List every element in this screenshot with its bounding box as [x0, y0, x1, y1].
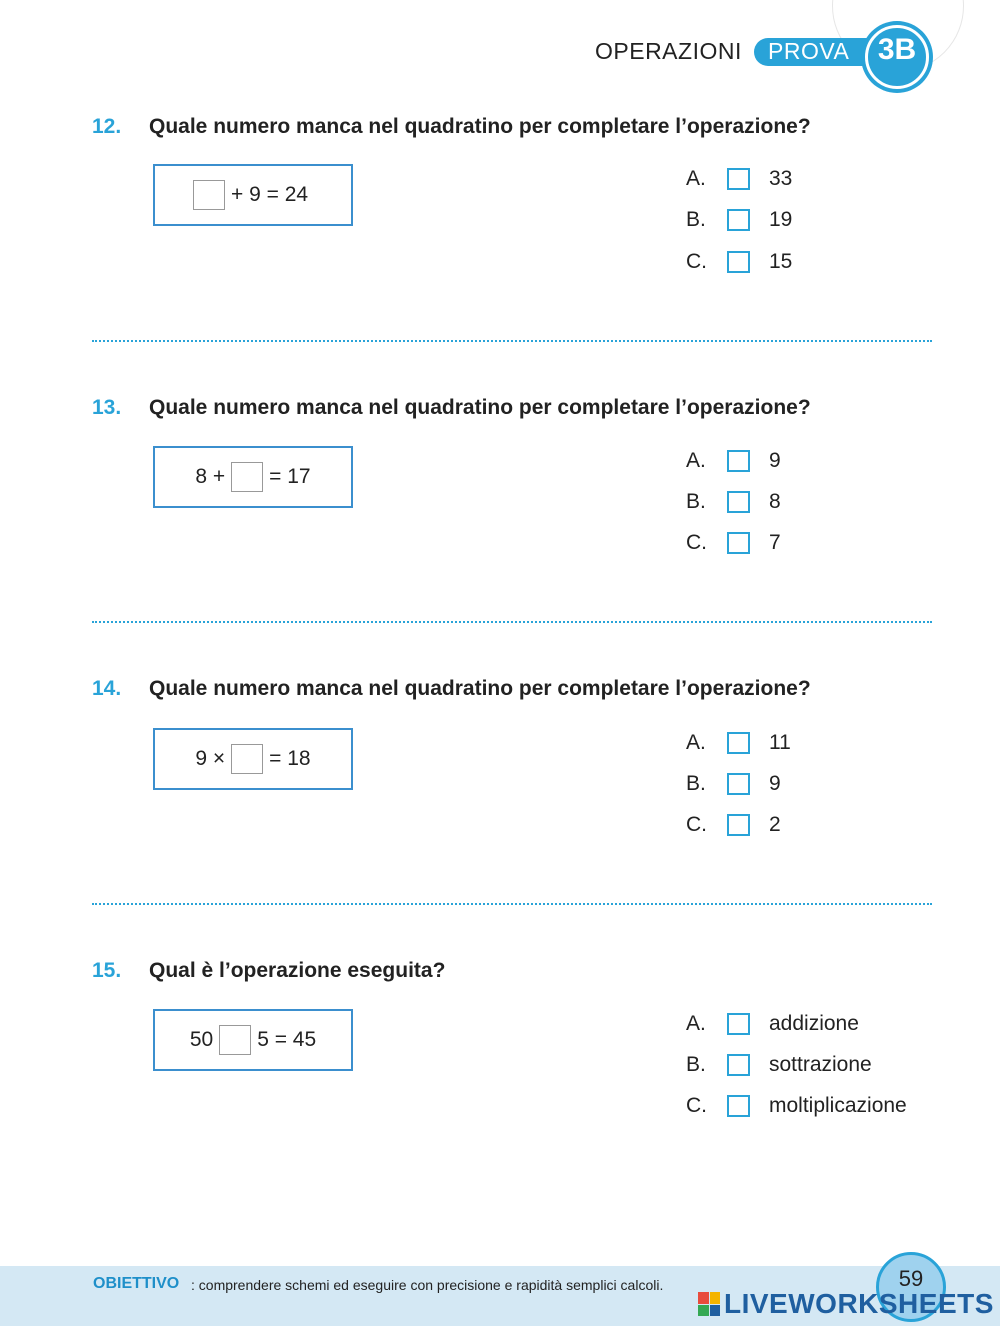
option-checkbox[interactable] [727, 168, 750, 190]
prova-label: PROVA [768, 38, 850, 64]
test-code: 3B [877, 33, 917, 66]
option-letter: C. [686, 531, 707, 554]
option-checkbox[interactable] [727, 1013, 750, 1035]
option-letter: C. [686, 813, 707, 836]
option-checkbox[interactable] [727, 491, 750, 513]
option-text: 7 [769, 531, 781, 554]
option-letter: C. [686, 250, 707, 273]
page-number: 59 [898, 1266, 924, 1291]
operation-box [153, 446, 353, 508]
question-text: Quale numero manca nel quadratino per completare l’operazione? [149, 396, 811, 419]
answer-blank[interactable] [231, 744, 263, 774]
option-checkbox[interactable] [727, 773, 750, 795]
operation-box [153, 164, 353, 226]
option-checkbox[interactable] [727, 209, 750, 231]
question-number: 15. [92, 959, 122, 982]
option-checkbox[interactable] [727, 251, 750, 273]
dotted-separator [92, 340, 932, 342]
dotted-separator [92, 621, 932, 623]
question-number: 13. [92, 396, 122, 419]
option-letter: A. [686, 731, 706, 754]
option-checkbox[interactable] [727, 1095, 750, 1117]
equation-before: 50 [189, 1028, 214, 1051]
answer-blank[interactable] [231, 462, 263, 492]
operation-box [153, 1009, 353, 1071]
question-text: Quale numero manca nel quadratino per completare l’operazione? [149, 115, 811, 138]
option-letter: A. [686, 449, 706, 472]
option-letter: B. [686, 490, 706, 513]
option-letter: C. [686, 1094, 707, 1117]
question-number: 14. [92, 677, 122, 700]
option-text: 33 [769, 167, 793, 190]
option-checkbox[interactable] [727, 450, 750, 472]
option-text: 11 [769, 731, 791, 754]
option-letter: A. [686, 1012, 706, 1035]
option-text: 9 [769, 449, 781, 472]
equation-after: = 17 [269, 465, 311, 488]
liveworksheets-brand[interactable]: LIVEWORKSHEETS [724, 1288, 994, 1319]
option-checkbox[interactable] [727, 532, 750, 554]
option-text: sottrazione [769, 1053, 872, 1076]
equation-before: 8 + [195, 465, 226, 488]
option-text: 19 [769, 208, 793, 231]
option-text: addizione [769, 1012, 859, 1035]
dotted-separator [92, 903, 932, 905]
question-number: 12. [92, 115, 122, 138]
option-text: 2 [769, 813, 781, 836]
option-text: 9 [769, 772, 781, 795]
equation-after: 5 = 45 [257, 1028, 317, 1051]
option-checkbox[interactable] [727, 732, 750, 754]
option-text: 8 [769, 490, 781, 513]
equation-before: 9 × [195, 747, 226, 770]
option-letter: A. [686, 167, 706, 190]
objective-text: : comprendere schemi ed eseguire con precisione e rapidità semplici calcoli. [191, 1277, 664, 1293]
option-checkbox[interactable] [727, 1054, 750, 1076]
equation-after: + 9 = 24 [231, 183, 309, 206]
option-checkbox[interactable] [727, 814, 750, 836]
option-letter: B. [686, 772, 706, 795]
equation-after: = 18 [269, 747, 311, 770]
question-text: Quale numero manca nel quadratino per completare l’operazione? [149, 677, 811, 700]
liveworksheets-logo-icon [698, 1292, 720, 1316]
option-text: 15 [769, 250, 793, 273]
option-text: moltiplicazione [769, 1094, 907, 1117]
option-letter: B. [686, 208, 706, 231]
question-text: Qual è l’operazione eseguita? [149, 959, 446, 982]
option-letter: B. [686, 1053, 706, 1076]
answer-blank[interactable] [219, 1025, 251, 1055]
operation-box [153, 728, 353, 790]
section-title: OPERAZIONI [595, 38, 742, 64]
objective-label: OBIETTIVO [93, 1275, 180, 1292]
answer-blank[interactable] [193, 180, 225, 210]
